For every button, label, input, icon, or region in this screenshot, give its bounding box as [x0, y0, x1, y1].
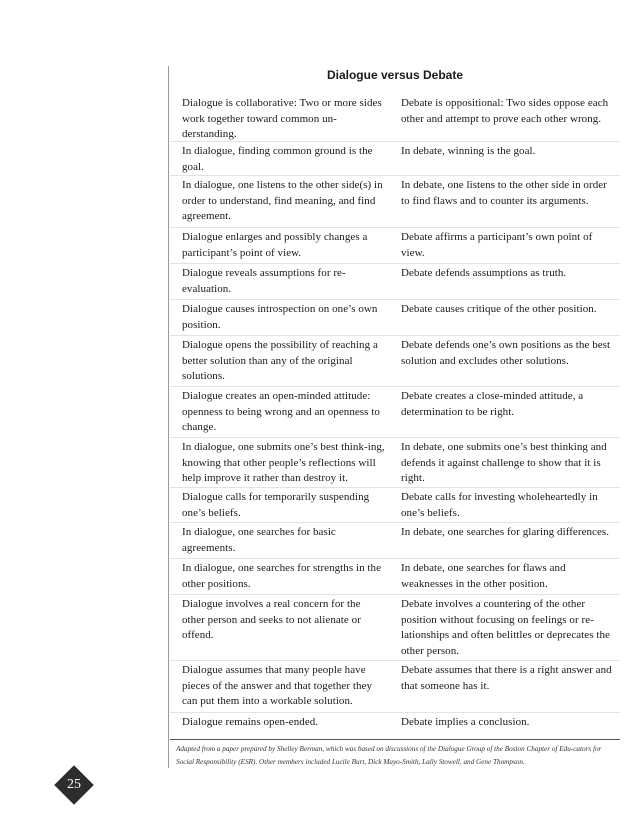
table-row	[170, 264, 620, 300]
dialogue-cell: Dialogue calls for temporarily suspending one’s beliefs.	[182, 491, 370, 519]
debate-cell: Debate creates a close-minded attitude, a determination to be right.	[401, 390, 584, 418]
debate-cell: In debate, one listens to the other side in order to find flaws and to counter its arguments.	[401, 179, 607, 207]
table-row	[170, 661, 620, 713]
debate-cell: In debate, one searches for glaring differences.	[401, 526, 610, 538]
dialogue-cell: Dialogue enlarges and possibly changes a participant’s point of view.	[182, 231, 368, 259]
dialogue-cell: Dialogue causes introspection on one’s own position.	[182, 303, 378, 331]
source-note: Adapted from a paper prepared by Shelley Berman, which was based on discussions of the Dialogue Group of the Boston Chapter of Edu-cators for Social Responsibility (ESR). Other members included Lucile Burt, Dick Mayo-Smith, Lally Stowell, and Gene Thompson.	[176, 745, 602, 766]
table-row	[170, 176, 620, 228]
page-title: Dialogue versus Debate	[326, 68, 464, 82]
table-row	[170, 336, 620, 387]
debate-cell: Debate causes critique of the other position.	[401, 303, 597, 315]
table-row	[170, 300, 620, 336]
table-bottom-rule	[170, 739, 620, 740]
dialogue-cell: Dialogue reveals assumptions for re-evaluation.	[182, 267, 346, 295]
debate-cell: In debate, one submits one’s best thinking and defends it against challenge to show that it is right.	[401, 441, 607, 484]
debate-cell: Debate assumes that there is a right answer and that someone has it.	[401, 664, 612, 692]
dialogue-cell: In dialogue, one searches for basic agreements.	[182, 526, 336, 554]
vertical-margin-rule	[168, 66, 169, 768]
dialogue-cell: In dialogue, one listens to the other side(s) in order to understand, find meaning, and find agreement.	[182, 179, 383, 222]
table-row	[170, 438, 620, 488]
dialogue-cell: In dialogue, one searches for strengths in the other positions.	[182, 562, 382, 590]
table-row	[170, 523, 620, 559]
debate-cell: In debate, one searches for flaws and weaknesses in the other position.	[401, 562, 566, 590]
debate-cell: In debate, winning is the goal.	[401, 145, 536, 157]
debate-cell: Debate defends assumptions as truth.	[401, 267, 567, 279]
debate-cell: Debate implies a conclusion.	[401, 716, 530, 728]
dialogue-cell: In dialogue, one submits one’s best think-ing, knowing that other people’s reflections will help improve it rather than destroy it.	[182, 441, 385, 484]
debate-cell: Debate affirms a participant’s own point of view.	[401, 231, 593, 259]
page-number-badge	[55, 766, 93, 804]
dialogue-cell: Dialogue remains open-ended.	[182, 716, 319, 728]
debate-cell: Debate is oppositional: Two sides oppose each other and attempt to prove each other wrong.	[401, 97, 609, 125]
debate-cell: Debate defends one’s own positions as the best solution and excludes other solutions.	[401, 339, 611, 367]
dialogue-cell: Dialogue assumes that many people have pieces of the answer and that together they can put them into a workable solution.	[182, 664, 372, 707]
dialogue-cell: Dialogue is collaborative: Two or more sides work together toward common un-derstanding.	[182, 97, 382, 140]
dialogue-cell: Dialogue involves a real concern for the other person and seeks to not alienate or offend.	[182, 598, 361, 641]
debate-cell: Debate calls for investing wholeheartedly in one’s beliefs.	[401, 491, 598, 519]
table-row	[170, 488, 620, 523]
table-row	[170, 94, 620, 142]
table-row	[170, 228, 620, 264]
table-row	[170, 595, 620, 661]
page-number: 25	[67, 777, 81, 792]
table-row	[170, 713, 620, 737]
dialogue-cell: In dialogue, finding common ground is the goal.	[182, 145, 373, 173]
table-row	[170, 387, 620, 438]
table-row	[170, 142, 620, 176]
table-row	[170, 559, 620, 595]
comparison-table	[170, 94, 620, 737]
dialogue-cell: Dialogue opens the possibility of reaching a better solution than any of the original solutions.	[182, 339, 378, 382]
dialogue-cell: Dialogue creates an open-minded attitude: openness to being wrong and an openness to change.	[182, 390, 380, 433]
debate-cell: Debate involves a countering of the other position without focusing on feelings or re-lationships and often belittles or deprecates the other person.	[401, 598, 610, 657]
